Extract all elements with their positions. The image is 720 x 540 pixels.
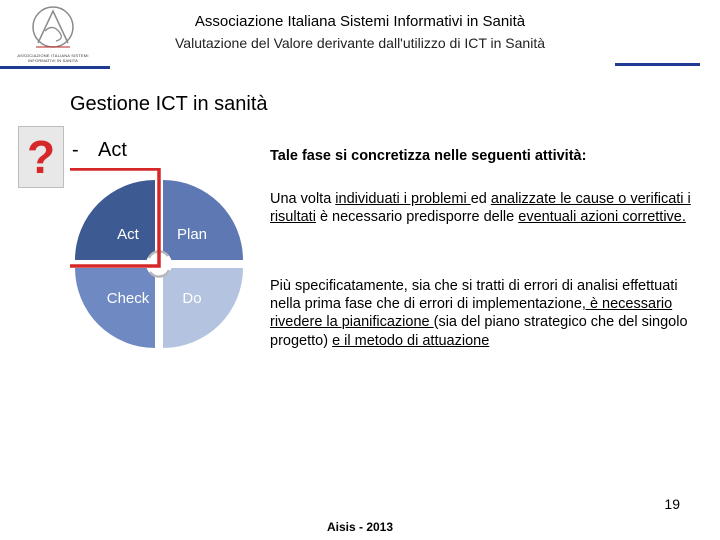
footer-text: Aisis - 2013 xyxy=(326,520,394,534)
act-quadrant xyxy=(75,180,155,260)
do-label: Do xyxy=(182,290,202,307)
question-mark-icon: ? xyxy=(26,131,56,183)
paragraph-replanning: Più specificatamente, sia che si tratti di errori di analisi effettuati nella prima fase che di errori di implementazione, è necessario rivedere la pianificazione (sia del piano strategico che del singolo progetto) e il metodo di attuazione xyxy=(270,278,688,349)
phase-label: Act xyxy=(98,139,127,161)
pdca-cycle-diagram xyxy=(70,168,260,363)
phase-bullet: - xyxy=(72,139,79,161)
check-label: Check xyxy=(106,290,150,307)
header-rule-right xyxy=(615,63,700,66)
logo-caption: ASSOCIAZIONE ITALIANA SISTEMI INFORMATIVI IN SANITA xyxy=(17,53,89,63)
act-label: Act xyxy=(117,226,139,243)
paragraph-corrective-actions: Una volta individuati i problemi ed analizzate le cause o verificati i risultati è necessario predisporre delle eventuali azioni correttive. xyxy=(270,191,691,226)
header-subtitle: Valutazione del Valore derivante dall'utilizzo di ICT in Sanità xyxy=(175,35,545,51)
plan-label: Plan xyxy=(176,226,208,243)
do-quadrant xyxy=(163,268,243,348)
header-rule-left xyxy=(0,66,110,69)
page-number: 19 xyxy=(664,496,680,512)
header-title: Associazione Italiana Sistemi Informativi in Sanità xyxy=(194,13,526,30)
slide-title: Gestione ICT in sanità xyxy=(70,93,268,115)
plan-quadrant xyxy=(163,180,243,260)
activities-heading: Tale fase si concretizza nelle seguenti attività: xyxy=(270,148,587,164)
check-quadrant xyxy=(75,268,155,348)
